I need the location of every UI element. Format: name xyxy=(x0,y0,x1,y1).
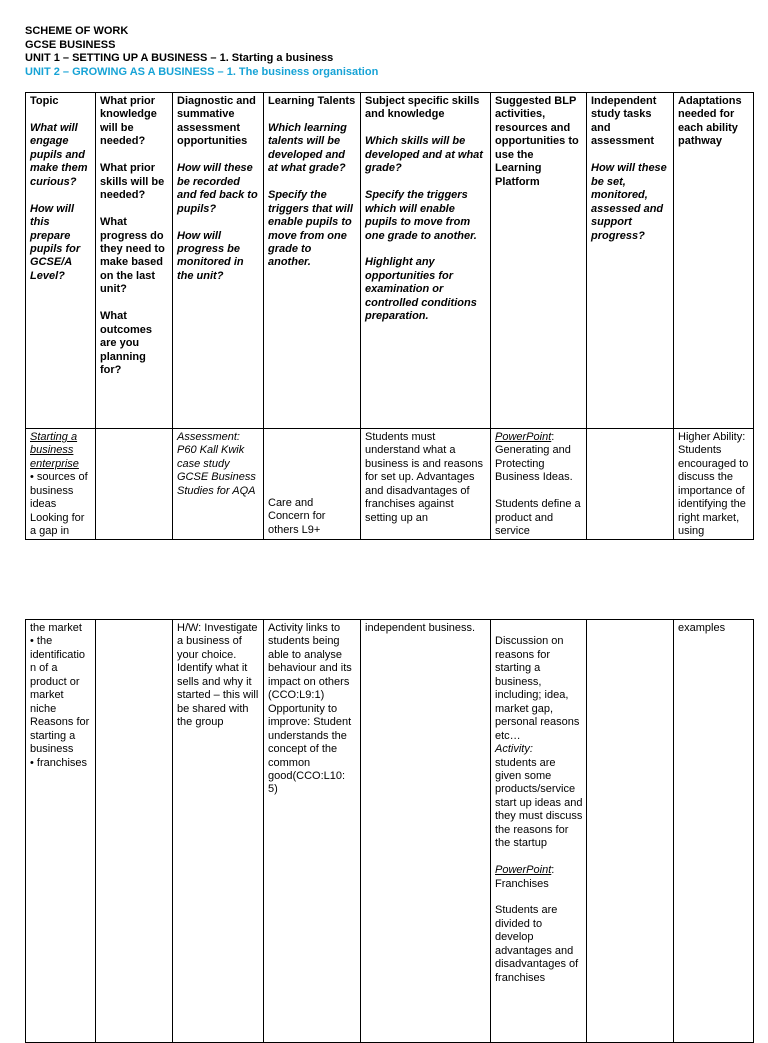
cell-prior xyxy=(96,429,173,540)
scheme-table-page2 xyxy=(25,619,754,1043)
cell-diagnostic: Assessment: P60 Kall Kwik case study GCSE Business Studies for AQA xyxy=(173,429,264,540)
col-independent-study: Independent study tasks and assessment How will these be set, monitored, assessed and support progress? xyxy=(587,93,674,429)
cell-adaptations: examples xyxy=(674,620,754,1043)
col-diagnostic: Diagnostic and summative assessment opportunities How will these be recorded and fed back to pupils? How will progress be monitored in the unit? xyxy=(173,93,264,429)
cell-talents: Care and Concern for others L9+ xyxy=(264,429,361,540)
cell-talents: Activity links to students being able to analyse behaviour and its impact on others (CCO:L9:1) Opportunity to improve: Student understands the concept of the common good(CCO:L10: 5) xyxy=(264,620,361,1043)
cell-blp: PowerPoint: Generating and Protecting Business Ideas. Students define a product and service xyxy=(491,429,587,540)
col-prior-knowledge: What prior knowledge will be needed? What prior skills will be needed? What progress do they need to make based on the last unit? What outcomes are you planning for? xyxy=(96,93,173,429)
title-scheme: SCHEME OF WORK xyxy=(25,25,129,37)
col-subject-skills: Subject specific skills and knowledge Which skills will be developed and at what grade? Specify the triggers which will enable pupils to move from one grade to another. Highlight any opportunities for examination or controlled conditions preparation. xyxy=(361,93,491,429)
cell-skills: Students must understand what a business is and reasons for set up. Advantages and disadvantages of franchises against setting up an xyxy=(361,429,491,540)
title-course: GCSE BUSINESS xyxy=(25,38,116,51)
cell-independent xyxy=(587,620,674,1043)
document-header xyxy=(25,25,378,79)
cell-blp: Discussion on reasons for starting a business, including; idea, market gap, personal reasons etc… Activity: students are given some products/service start up ideas and they must discuss the reasons for the startup PowerPoint: Franchises Students are divided to develop advantages and disadvantages of franchises xyxy=(491,620,587,1043)
cell-topic: Starting a business enterprise • sources of business ideas Looking for a gap in xyxy=(26,429,96,540)
cell-diagnostic: H/W: Investigate a business of your choice. Identify what it sells and why it started – this will be shared with the group xyxy=(173,620,264,1043)
cell-adaptations: Higher Ability: Students encouraged to discuss the importance of identifying the right market, using xyxy=(674,429,754,540)
cell-topic: the market • the identificatio n of a product or market niche Reasons for starting a business • franchises xyxy=(26,620,96,1043)
title-unit1: UNIT 1 – SETTING UP A BUSINESS – 1. Starting a business xyxy=(25,52,334,65)
powerpoint-label: PowerPoint xyxy=(495,431,552,443)
table-row xyxy=(26,620,754,1043)
header-row xyxy=(26,93,754,429)
table-row xyxy=(26,429,754,540)
col-adaptations: Adaptations needed for each ability pathway xyxy=(674,93,754,429)
cell-skills: independent business. xyxy=(361,620,491,1043)
col-topic: Topic What will engage pupils and make them curious? How will this prepare pupils for GCSE/A Level? xyxy=(26,93,96,429)
cell-independent xyxy=(587,429,674,540)
title-unit2: UNIT 2 – GROWING AS A BUSINESS – 1. The business organisation xyxy=(25,65,379,78)
scheme-table-page1 xyxy=(25,92,754,540)
cell-prior xyxy=(96,620,173,1043)
col-learning-talents: Learning Talents Which learning talents will be developed and at what grade? Specify the triggers that will enable pupils to move from one grade to another. xyxy=(264,93,361,429)
col-blp-activities: Suggested BLP activities, resources and opportunities to use the Learning Platform xyxy=(491,93,587,429)
powerpoint-label: PowerPoint xyxy=(495,864,552,877)
